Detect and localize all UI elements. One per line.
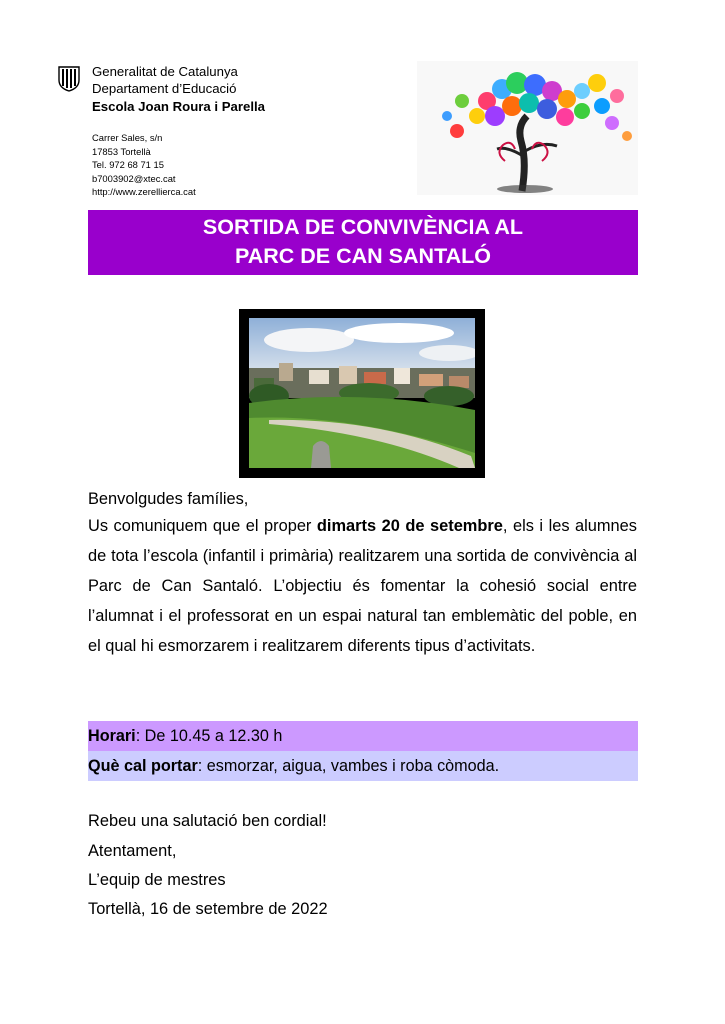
signoff: Atentament, (88, 842, 177, 860)
contact-town: 17853 Tortellà (92, 145, 151, 157)
contact-block (92, 131, 196, 199)
para-intro: Us comuniquem que el proper (88, 517, 317, 535)
contact-website: http://www.zerellierca.cat (92, 186, 196, 197)
schedule-label: Horari (88, 727, 136, 745)
title-banner (88, 210, 638, 275)
contact-address: Carrer Sales, s/n (92, 132, 163, 143)
title-line1: SORTIDA DE CONVIVÈNCIA AL (202, 215, 524, 239)
hands-tree-illustration (417, 61, 638, 195)
schedule-value: : De 10.45 a 12.30 h (135, 727, 283, 745)
park-landscape-photo (249, 318, 475, 468)
what-to-bring-label: Què cal portar (88, 757, 198, 775)
contact-email: b7003902@xtec.cat (92, 172, 176, 184)
title-line2: PARC DE CAN SANTALÓ (234, 244, 491, 268)
photo-frame (239, 309, 485, 478)
contact-phone: Tel. 972 68 71 15 (92, 159, 164, 170)
body-paragraph (88, 511, 637, 661)
place-and-date: Tortellà, 16 de setembre de 2022 (88, 900, 328, 918)
schedule-band (88, 721, 638, 751)
school-name: Escola Joan Roura i Parella (92, 99, 265, 114)
what-to-bring-band (88, 751, 638, 781)
para-rest: , els i les alumnes de tota l’escola (infantil i primària) realitzarem una sortida de convivència al Parc de Can Santaló. L’objectiu és fomentar la cohesió social entre l’alumnat i el professorat en un espai natural tan emblemàtic del poble, en el qual hi esmorzarem i realitzarem diferents tipus d’activitats. (88, 517, 637, 655)
what-to-bring-value: : esmorzar, aigua, vambes i roba còmoda. (197, 757, 500, 775)
signature: L’equip de mestres (88, 871, 226, 889)
generalitat-logo-icon (57, 66, 81, 92)
org-name-line2: Departament d’Educació (92, 81, 237, 96)
org-name-line1: Generalitat de Catalunya (92, 64, 238, 79)
event-date: dimarts 20 de setembre (316, 517, 503, 535)
salutation: Rebeu una salutació ben cordial! (88, 812, 327, 830)
greeting: Benvolgudes famílies, (88, 490, 249, 508)
